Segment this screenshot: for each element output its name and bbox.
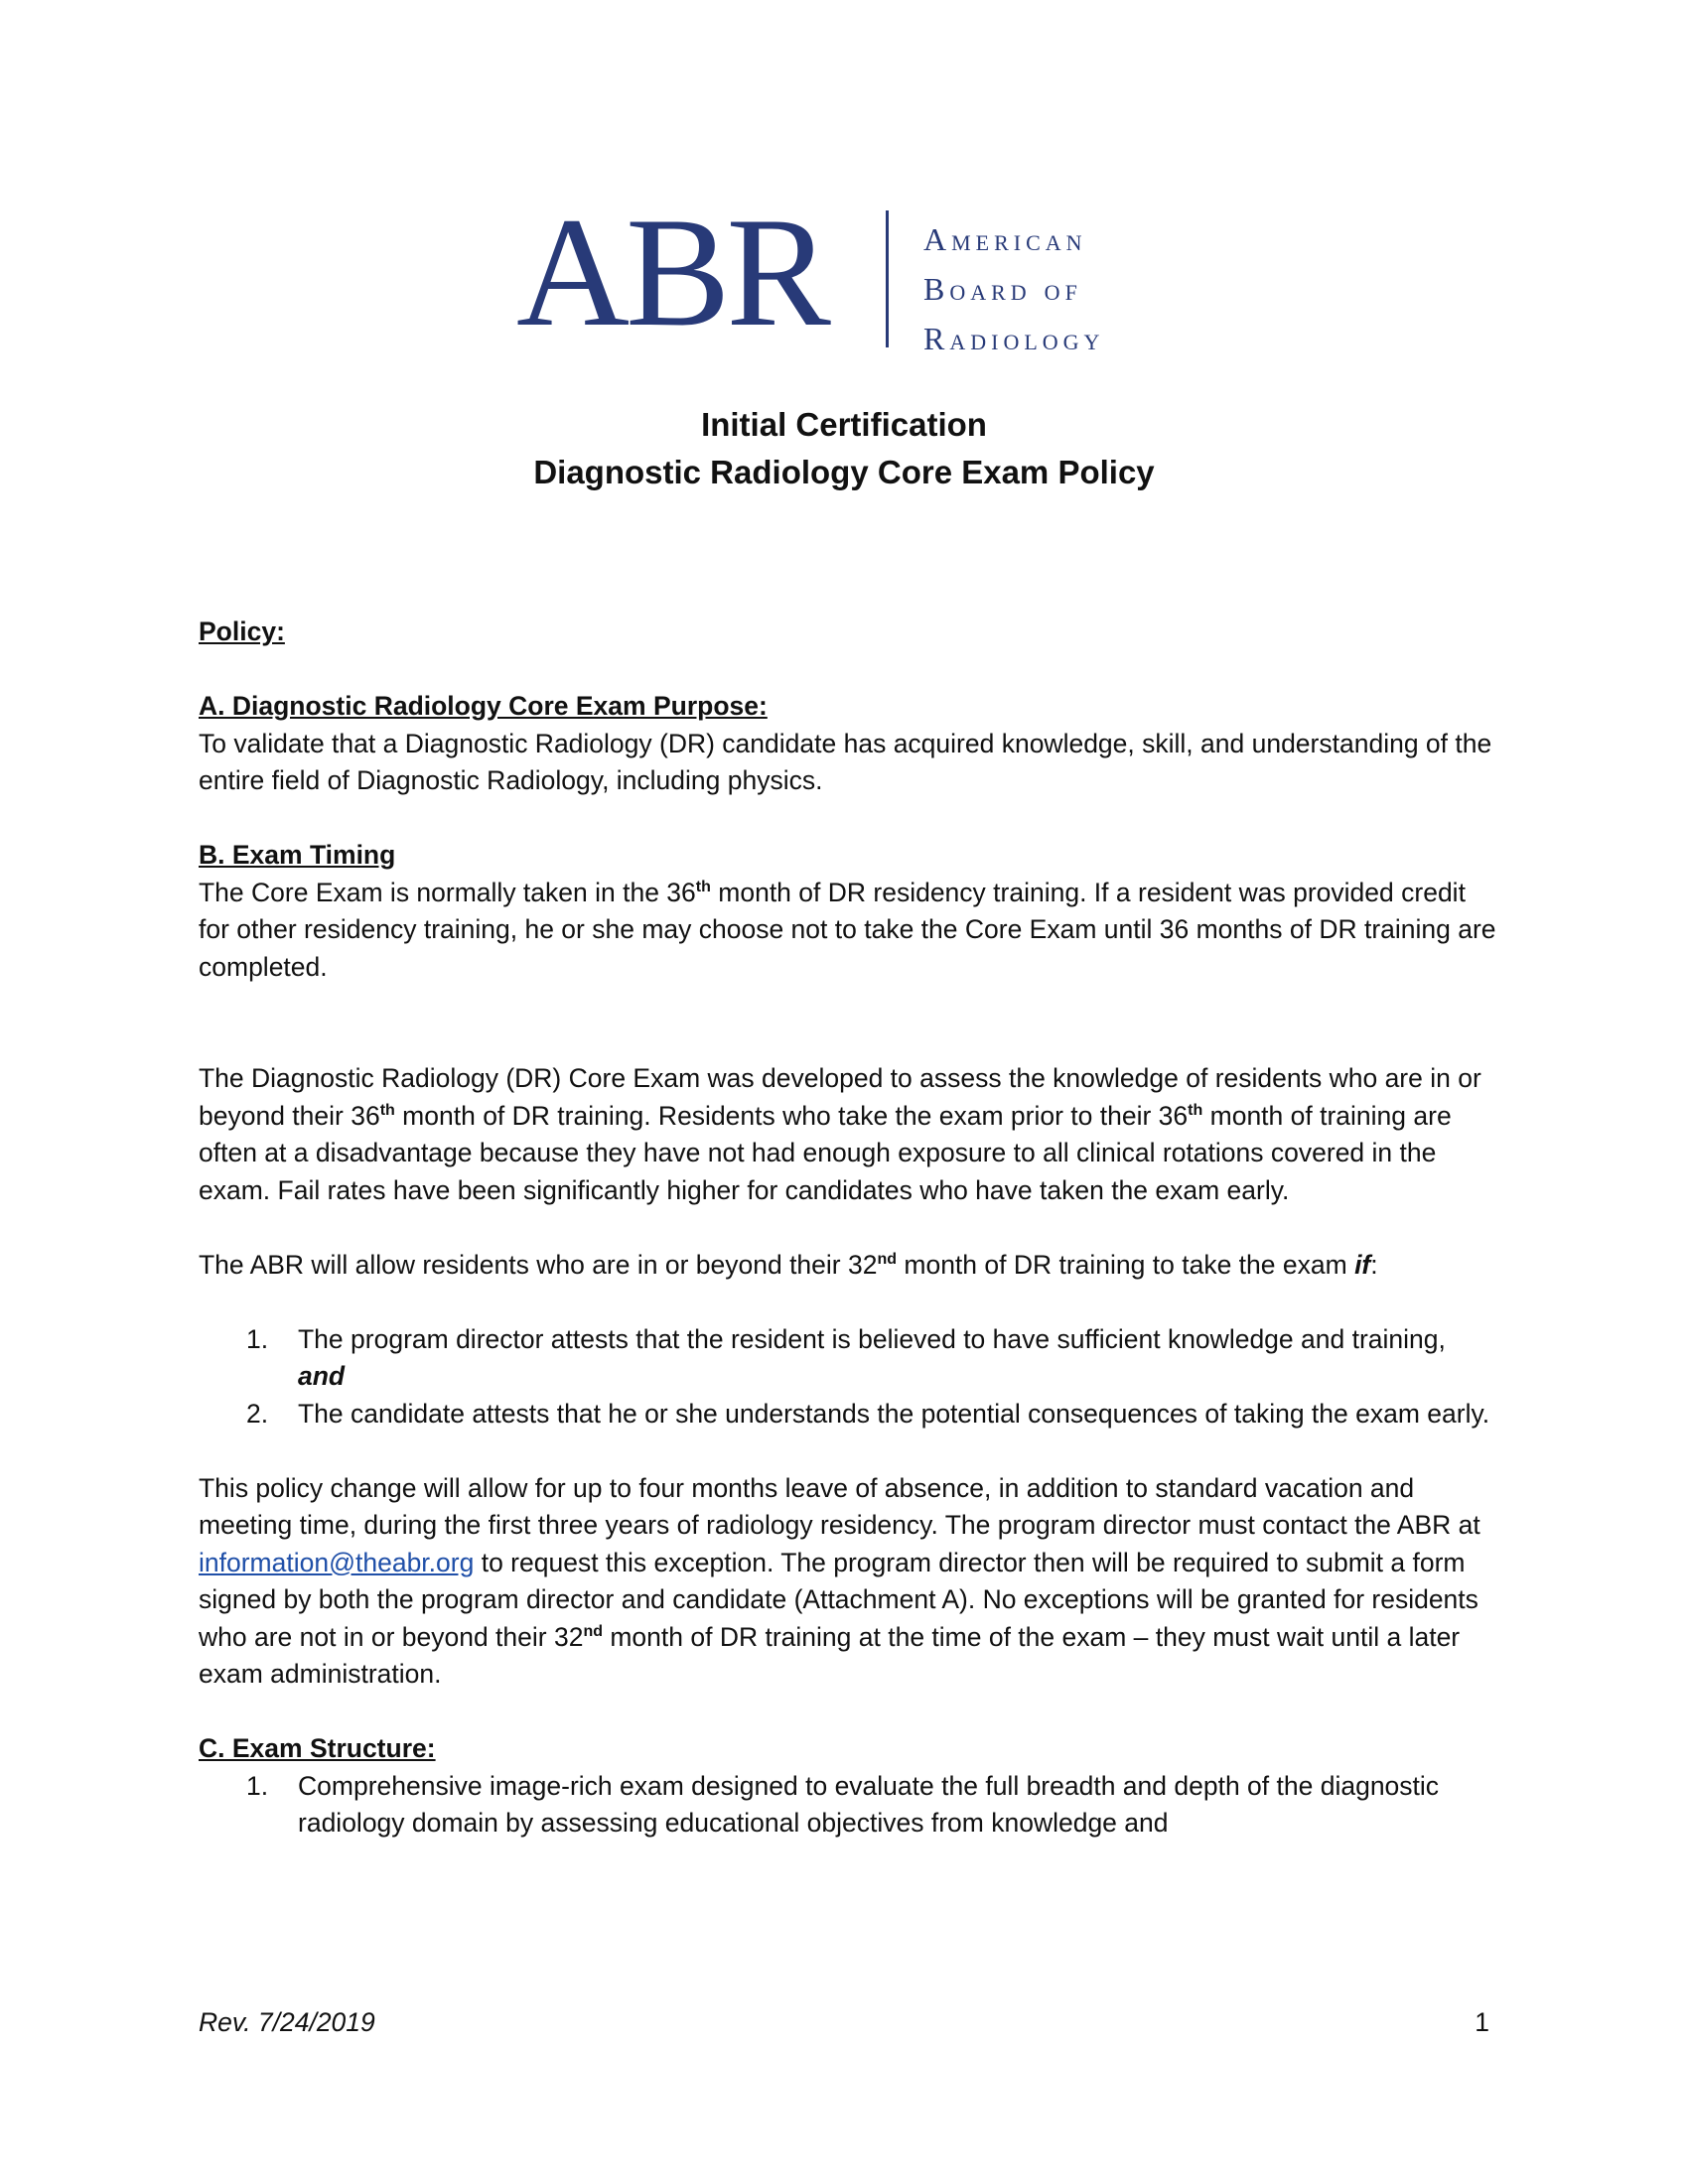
logo-line-3: Radiology xyxy=(923,321,1105,356)
section-b-paragraph-1: The Core Exam is normally taken in the 36th month of DR residency training. If a resident was provided credit for other residency training, he or she may choose not to take the Core Exam until 36 months of DR training are completed. xyxy=(199,877,1496,982)
section-c-heading: C. Exam Structure: xyxy=(199,1733,436,1763)
logo-wordmark xyxy=(923,214,1104,363)
list-item: 2. The candidate attests that he or she understands the potential consequences of taking the exam early. xyxy=(246,1398,1490,1429)
section-b-heading: B. Exam Timing xyxy=(199,840,396,870)
section-a-text: To validate that a Diagnostic Radiology (DR) candidate has acquired knowledge, skill, and understanding of the entire field of Diagnostic Radiology, including physics. xyxy=(199,728,1492,795)
structure-list xyxy=(199,1768,1499,1843)
attestation-list xyxy=(199,1321,1499,1433)
logo-line-1: American xyxy=(923,221,1087,257)
document-title xyxy=(0,401,1688,496)
policy-label: Policy: xyxy=(199,616,285,646)
abr-logo xyxy=(516,186,1172,359)
section-b-paragraph-2: The Diagnostic Radiology (DR) Core Exam was developed to assess the knowledge of residents who are in or beyond their 36th month of DR training. Residents who take the exam prior to their 36th month of training are often at a disadvantage because they have not had enough exposure to all clinical rotations covered in the exam. Fail rates have been significantly higher for candidates who have taken the exam early. xyxy=(199,1063,1481,1205)
logo-line-2: Board of xyxy=(923,271,1082,307)
revision-date: Rev. 7/24/2019 xyxy=(199,2007,375,2037)
title-line-1: Initial Certification xyxy=(701,406,987,443)
page-number: 1 xyxy=(1475,2007,1489,2037)
list-item: 1. Comprehensive image-rich exam designed to evaluate the full breadth and depth of the diagnostic radiology domain by assessing educational objectives from knowledge and xyxy=(246,1770,1440,1838)
list-item: 1. The program director attests that the resident is believed to have sufficient knowledge and training, and xyxy=(246,1323,1446,1391)
section-b-paragraph-3: The ABR will allow residents who are in or beyond their 32nd month of DR training to take the exam if: xyxy=(199,1249,1378,1280)
logo-letters: ABR xyxy=(516,186,827,359)
email-link[interactable]: information@theabr.org xyxy=(199,1547,475,1577)
section-a-heading: A. Diagnostic Radiology Core Exam Purpose: xyxy=(199,691,768,721)
section-b-paragraph-4: This policy change will allow for up to four months leave of absence, in addition to standard vacation and meeting time, during the first three years of radiology residency. The program director must contact the ABR at information@theabr.org to request this exception. The program director then will be required to submit a form signed by both the program director and candidate (Attachment A). No exceptions will be granted for residents who are not in or beyond their 32nd month of DR training at the time of the exam – they must wait until a later exam administration. xyxy=(199,1472,1480,1689)
logo-divider xyxy=(886,210,889,347)
document-body xyxy=(199,614,1499,1843)
title-line-2: Diagnostic Radiology Core Exam Policy xyxy=(533,454,1155,490)
